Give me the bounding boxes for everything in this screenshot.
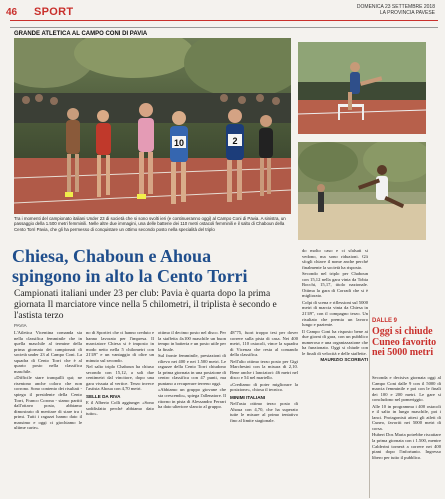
headline-line-1: Chiesa, Chaboun e Ahoua xyxy=(12,246,212,266)
paragraph: Colpi di scena e riflessioni sul 5000 metri di marcia vinta da Chiesa in 21'49", con il compagno terzo. Un risultato che premia un lavoro lungo e paziente. xyxy=(302,299,368,328)
article-column-5 xyxy=(302,248,368,362)
header-subrule xyxy=(10,27,438,28)
header-rule xyxy=(10,20,438,21)
paragraph: no di Sportivi che ci hanno creduto e hanno lavorato per l'impresa. Il marciatore Chiesa si è imposto in modo netto nella 5 chilometri con 21'49" e un vantaggio di oltre un minuto sul secondo. xyxy=(86,330,154,363)
author-signature: MAURIZIO SCORBATI xyxy=(320,357,368,363)
article-byline: PAVIA xyxy=(14,323,27,328)
sidebar-body xyxy=(372,375,441,461)
paragraph: Secondo nel triplo per Chaboun con 15,12 nella gara vinta da Tobia Bocchi, 15,17, titolo nazionale. Ottima la gara di Corradi che si è migliorato. xyxy=(302,271,368,299)
column-subhead: SELLE DA RIVA xyxy=(86,394,121,400)
paragraph: E il Alberto Colli aggiunge: «Sono soddisfatto perché abbiamo dato tutto». xyxy=(86,400,154,417)
paragraph: L'Atletica Vicentina comanda sia nella classifica femminile che in quella maschile al termine della prima giornata dei campionati di società under 23 al Campo Coni. La squadra di Cento Torri che è al quarto posto nella classifica maschile. xyxy=(14,330,82,374)
article-column-3 xyxy=(158,330,226,411)
paragraph: «Difficile stare tranquilli qui; ne risentono anche coloro che non corrono. Sono contento dei risultati - spiega il presidente della Cento Torri, Franco Corona - siamo partiti dall'ottavo posto, abbiamo dimostrato di meritare di stare tra i primi. Tutti i ragazzi hanno dato il massimo e oggi ci giochiamo le ultime carte». xyxy=(14,375,82,431)
paragraph: 48"75, fuori troppo tesi per dover correre sulla pista di casa. Nei 400 metri, 110 ostacoli, vince la squadra di Vicenza che resta al comando della classifica. xyxy=(230,330,298,358)
sidebar-title: Oggi si chiude Cuneo favorito nei 5000 metri xyxy=(372,326,437,358)
paragraph: «Abbiamo un gruppo giovane che sta crescendo», spiega l'allenatore. Il ritorno in pista di Alessandro Ferrari ha dato ulteriore slancio al gruppo. xyxy=(158,387,226,410)
sidebar-kicker: DALLE 9 xyxy=(372,318,398,324)
article-column-4 xyxy=(230,330,298,424)
article-headline xyxy=(12,246,302,286)
headline-line-2: spingono in alto la Cento Torri xyxy=(12,266,248,286)
paragraph: Hubert Dos Maria potrebbe riscattare la prima giornata con i 1.500, mentre Calderini tornerà a correre nei 400 piani dopo l'infortunio. Ingresso libero per tutto il pubblico. xyxy=(372,432,441,460)
paragraph: do molto caso e ci sfalsati si vedono, ma sono riduzioni. Gli sfogli chiave il nome anche perché finalmente la società ha risposto. xyxy=(302,248,368,270)
paragraph: Nell'asta ottimo terzo posto di Ahoua con 4,70, che ha superato tutte le misure al primo tentativo fino al limite stagionale. xyxy=(230,401,298,423)
paragraph: «Crediamo di poter migliorare la posizione», chiosa il tecnico. xyxy=(230,381,298,393)
article-kicker: GRANDE ATLETICA AL CAMPO CONI DI PAVIA xyxy=(14,31,148,37)
paragraph: Sul fronte femminile, prestazioni di rilievo nei 400 e nei 1.500 metri. Le ragazze della Cento Torri chiudono la prima giornata in una posizione di centro classifica con 47 punti, ma puntano a recuperare terreno oggi. xyxy=(158,353,226,386)
bib-number-10: 10 xyxy=(173,138,185,148)
main-photo-race xyxy=(14,38,291,214)
paragraph: ottimo il decimo posto nel disco. Per la staffetta 4x100 maschile un buon tempo in batteria e un posto utile per la finale. xyxy=(158,330,226,352)
article-column-1 xyxy=(14,330,82,432)
article-column-2 xyxy=(86,330,154,418)
paragraph: Il Campo Coni ha risposto bene ai due giorni di gara, con un pubblico numeroso e una organizzazione che ha funzionato. Oggi si chiude con le finali di velocità e delle staffette. xyxy=(302,328,368,356)
paragraph: Nell'alto ottimo terzo posto per Gigi Marchesini con la misura di 2,10. Bene anche i lanciatori: 46 metri nel disco e 54 nel martello. xyxy=(230,358,298,381)
paragraph: Seconda e decisiva giornata oggi al Campo Coni dalle 9 con il 5000 di marcia femminile e poi con le finali dei 100 e 200 metri. Le gare si concludono nel pomeriggio. xyxy=(372,375,441,403)
date: DOMENICA 23 SETTEMBRE 2018 xyxy=(356,4,435,10)
sidebar-divider xyxy=(369,310,370,498)
paragraph: Nel salto triplo Chaboun ha chiuso secondo con 15,12, a soli due centimetri dal vincitore, dopo una gara vissuta al vertice. Terzo invece l'astista Ahoua con 4,70 metri. xyxy=(86,364,154,392)
dateline xyxy=(357,4,435,16)
photo-caption: Tra i momenti del campionato italiani Under 23 di società che si sono svolti ieri (e continueranno oggi) al Campo Coni di Pavia. A sinistra, un passaggio della 1.500 metri femminili. Nelle altre due immagini, una delle batterie dei 110 metri ostacoli femminili e il salto di Chaboun della Cento Torri Pavia, che gli ha permesso di conquistare un ottimo secondo posto nella specialità del triplo xyxy=(14,216,286,232)
page-number: 46 xyxy=(6,7,18,18)
publication-name: LA PROVINCIA PAVESE xyxy=(379,10,435,16)
photo-hurdles xyxy=(298,42,426,134)
column-subhead: MINIMI ITALIANI xyxy=(230,395,266,401)
section-title: SPORT xyxy=(34,6,74,18)
bib-number-2: 2 xyxy=(232,136,238,146)
photo-triple-jump xyxy=(298,142,426,240)
article-subhead: Campionati italiani under 23 per club: Pavia è quarta dopo la prima giornata Il marciatore vince nella 5 chilometri, il triplista è secondo e l'astista terzo xyxy=(14,289,277,321)
paragraph: Alle 10 in programma i 400 ostacoli e il salto in lungo maschile, poi i lanci. Protagonisti attesi gli atleti di Cuneo, favoriti nei 5000 metri di corsa. xyxy=(372,403,441,431)
